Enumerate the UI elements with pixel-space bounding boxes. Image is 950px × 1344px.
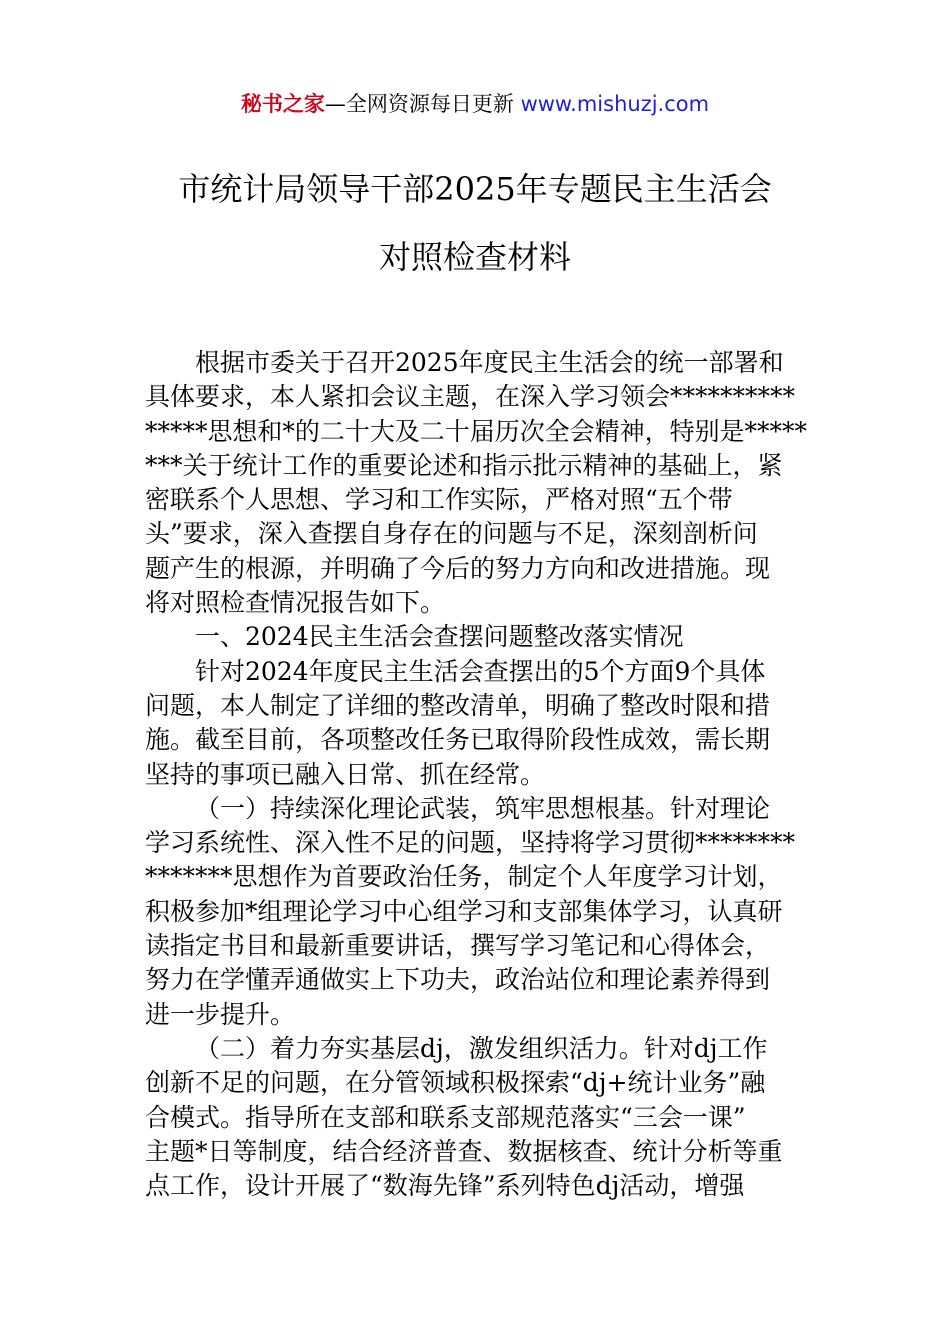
body-line: 根据市委关于召开2025年度民主生活会的统一部署和 bbox=[195, 348, 784, 377]
body-line: 问题，本人制定了详细的整改清单，明确了整改时限和措 bbox=[145, 690, 771, 720]
body-line: 主题*日等制度，结合经济普查、数据核查、统计分析等重 bbox=[145, 1136, 783, 1166]
body-line: 题产生的根源，并明确了今后的努力方向和改进措施。现 bbox=[145, 553, 771, 583]
body-line: 针对2024年度民主生活会查摆出的5个方面9个具体 bbox=[195, 656, 766, 686]
document-title: 市统计局领导干部2025年专题民主生活会 bbox=[178, 170, 772, 208]
body-line: 合模式。指导所在支部和联系支部规范落实“三会一课” bbox=[145, 1102, 746, 1132]
body-line: 具体要求，本人紧扣会议主题，在深入学习领会********** bbox=[145, 382, 796, 412]
site-brand: 秘书之家 bbox=[240, 92, 325, 116]
document-subtitle: 对照检查材料 bbox=[378, 238, 571, 276]
body-line: 进一步提升。 bbox=[145, 999, 296, 1029]
body-line: 创新不足的问题，在分管领域积极探索“dj+统计业务”融 bbox=[145, 1068, 766, 1098]
subsection-line: （一）持续深化理论武装，筑牢思想根基。针对理论 bbox=[195, 793, 771, 823]
section-heading: 一、2024民主生活会查摆问题整改落实情况 bbox=[195, 622, 684, 652]
body-line: *****思想和*的二十大及二十届历次全会精神，特别是***** bbox=[145, 416, 807, 446]
body-line: 积极参加*组理论学习中心组学习和支部集体学习，认真研 bbox=[145, 896, 783, 926]
body-line: 坚持的事项已融入日常、抓在经常。 bbox=[145, 759, 546, 789]
subsection-line: （二）着力夯实基层dj，激发组织活力。针对dj工作 bbox=[195, 1033, 768, 1063]
body-line: ***关于统计工作的重要论述和指示批示精神的基础上，紧 bbox=[145, 450, 783, 480]
body-line: 学习系统性、深入性不足的问题，坚持将学习贯彻******** bbox=[145, 828, 796, 858]
body-line: 头”要求，深入查摆自身存在的问题与不足，深刻剖析问 bbox=[145, 519, 758, 549]
body-line: 将对照检查情况报告如下。 bbox=[145, 588, 446, 618]
body-line: 读指定书目和最新重要讲话，撰写学习笔记和心得体会， bbox=[145, 931, 771, 961]
document-body bbox=[145, 346, 807, 1203]
body-line: 密联系个人思想、学习和工作实际，严格对照“五个带 bbox=[145, 485, 733, 515]
site-tagline: —全网资源每日更新 bbox=[324, 92, 514, 116]
body-line: 施。截至目前，各项整改任务已取得阶段性成效，需长期 bbox=[145, 725, 771, 755]
body-line: 点工作，设计开展了“数海先锋”系列特色dj活动，增强 bbox=[145, 1171, 745, 1201]
site-url-link[interactable]: www.mishuzj.com bbox=[520, 92, 710, 116]
body-line: *******思想作为首要政治任务，制定个人年度学习计划， bbox=[145, 862, 783, 892]
site-header bbox=[0, 88, 950, 120]
body-line: 努力在学懂弄通做实上下功夫，政治站位和理论素养得到 bbox=[145, 965, 771, 995]
